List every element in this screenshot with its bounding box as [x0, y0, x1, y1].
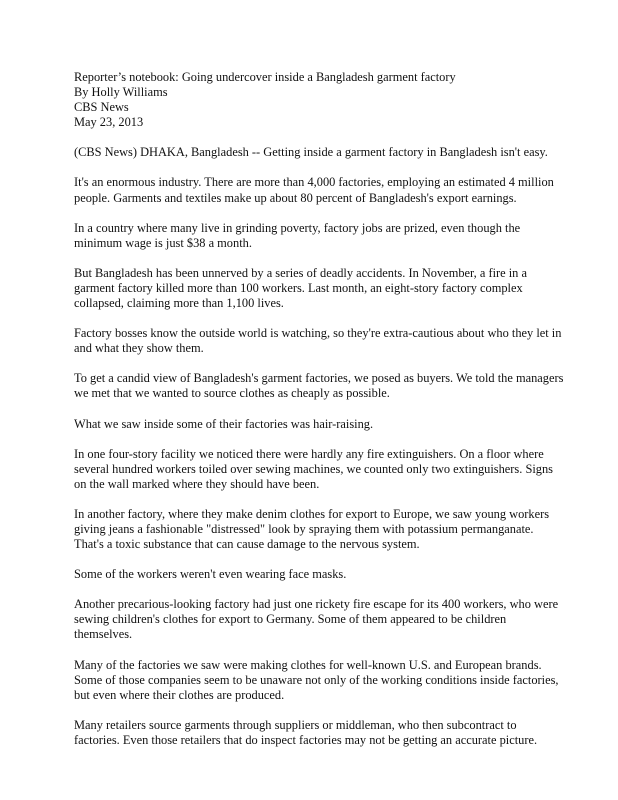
paragraph: To get a candid view of Bangladesh's garment factories, we posed as buyers. We told the managers we met that we wanted to source clothes as cheaply as possible. [74, 371, 564, 401]
article-source: CBS News [74, 100, 129, 115]
article-date: May 23, 2013 [74, 115, 144, 130]
article-body [74, 70, 564, 763]
paragraph: Factory bosses know the outside world is watching, so they're extra-cautious about who they let in and what they show them. [74, 326, 562, 356]
paragraph: Some of the workers weren't even wearing face masks. [74, 567, 347, 582]
paragraph: In a country where many live in grinding poverty, factory jobs are prized, even though the minimum wage is just $38 a month. [74, 220, 521, 250]
article-header [74, 70, 564, 130]
article-byline: By Holly Williams [74, 85, 168, 100]
paragraph: Many of the factories we saw were making clothes for well-known U.S. and European brands. Some of those companies seem to be unaware not only of the working conditions inside factories, but even where their clothes are produced. [74, 657, 559, 702]
paragraph: In another factory, where they make denim clothes for export to Europe, we saw young workers giving jeans a fashionable "distressed" look by spraying them with potassium permanganate. That's a toxic substance that can cause damage to the nervous system. [74, 506, 550, 552]
paragraph: In one four-story facility we noticed there were hardly any fire extinguishers. On a floor where several hundred workers toiled over sewing machines, we counted only two extinguishers. Signs on the wall marked where they should have been. [74, 446, 553, 491]
paragraph: It's an enormous industry. There are more than 4,000 factories, employing an estimated 4 million people. Garments and textiles make up about 80 percent of Bangladesh's export earnings. [74, 175, 554, 205]
paragraph: But Bangladesh has been unnerved by a series of deadly accidents. In November, a fire in a garment factory killed more than 100 workers. Last month, an eight-story factory complex collapsed, claiming more than 1,100 lives. [74, 265, 527, 311]
article-title: Reporter’s notebook: Going undercover inside a Bangladesh garment factory [74, 70, 456, 84]
paragraph: What we saw inside some of their factories was hair-raising. [74, 416, 374, 431]
paragraph: Many retailers source garments through suppliers or middleman, who then subcontract to factories. Even those retailers that do inspect factories may not be getting an accurate picture. [74, 717, 538, 747]
paragraph: (CBS News) DHAKA, Bangladesh -- Getting inside a garment factory in Bangladesh isn't easy. [74, 145, 548, 160]
paragraph: Another precarious-looking factory had just one rickety fire escape for its 400 workers, who were sewing children's clothes for export to Germany. Some of them appeared to be children themselves. [74, 597, 559, 642]
